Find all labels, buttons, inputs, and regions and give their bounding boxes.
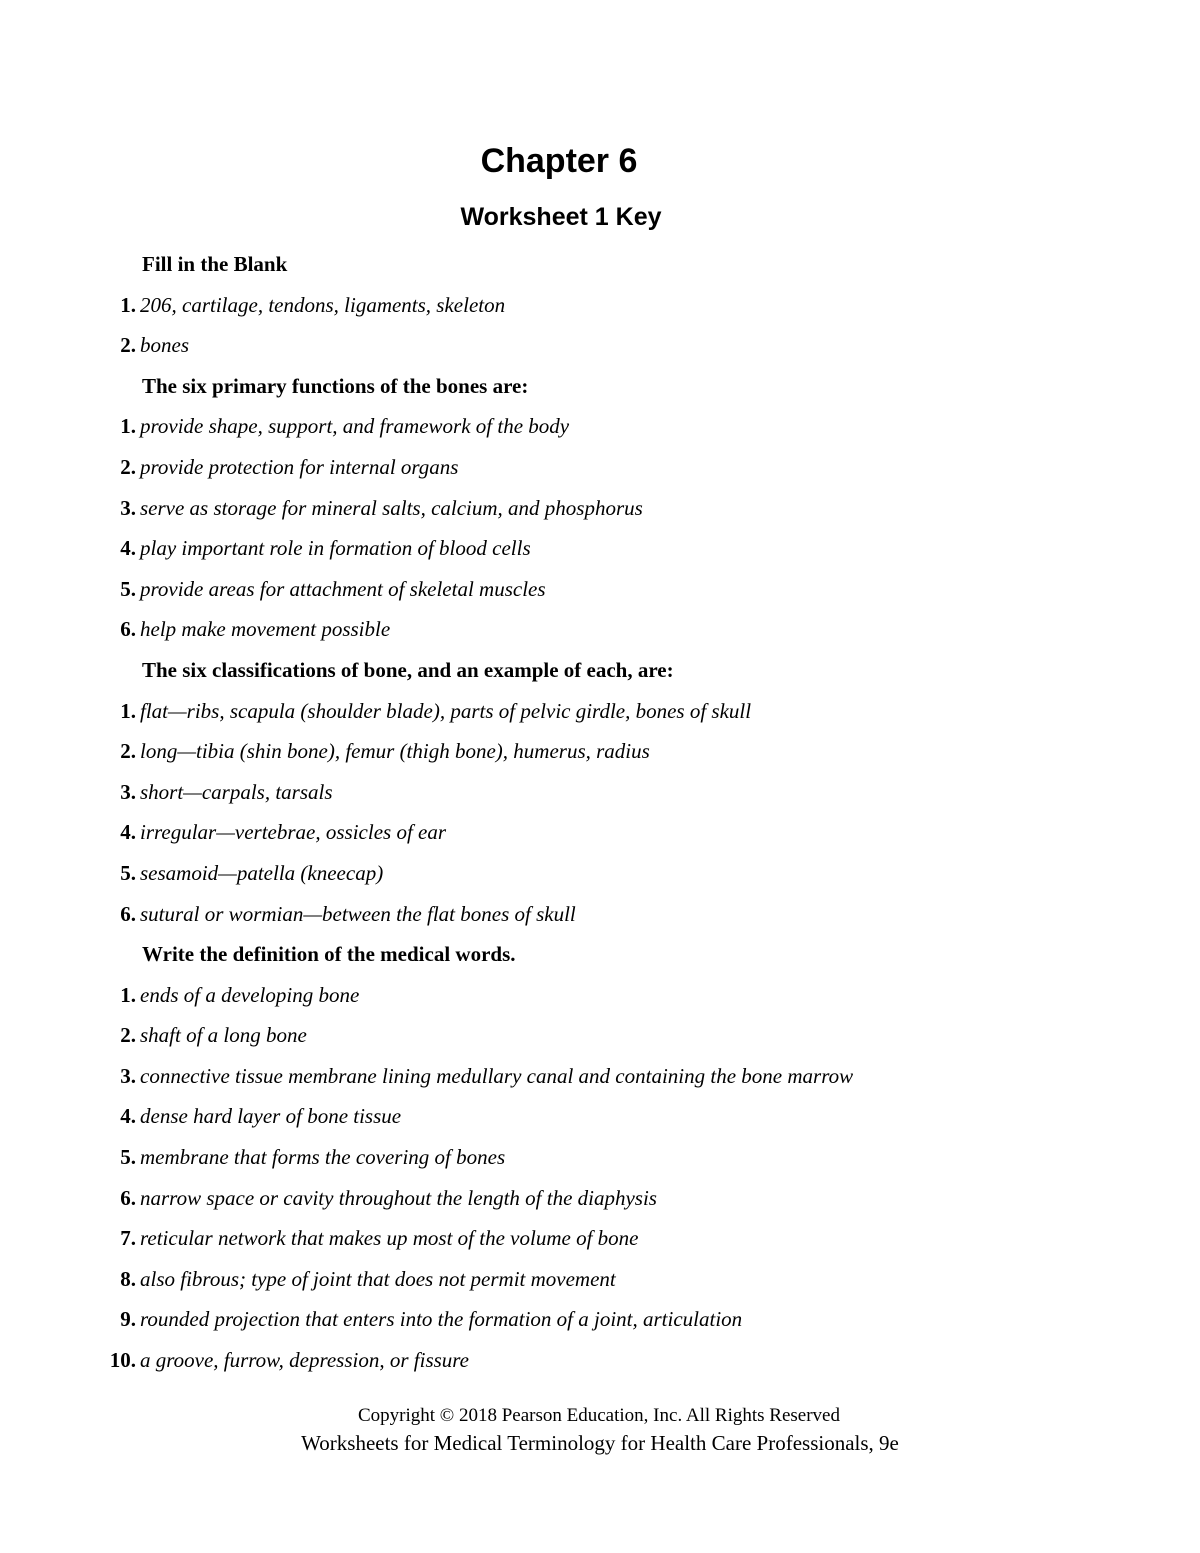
- item-number: 4.: [120, 1104, 136, 1129]
- item-number: 8.: [120, 1266, 136, 1291]
- copyright-notice: Copyright © 2018 Pearson Education, Inc. All Rights Reserved: [358, 1405, 840, 1426]
- item-number: 7.: [120, 1226, 136, 1251]
- item-number: 6.: [120, 617, 136, 642]
- answer-item: [0, 1178, 1200, 1219]
- item-number: 2.: [120, 739, 136, 764]
- item-answer: long—tibia (shin bone), femur (thigh bone), humerus, radius: [140, 739, 650, 764]
- answer-item: [0, 609, 1200, 650]
- item-number: 5.: [120, 860, 136, 885]
- answer-item: [0, 1259, 1200, 1300]
- item-number: 3.: [120, 495, 136, 520]
- section-heading: Fill in the Blank: [142, 252, 288, 276]
- item-number: 10.: [109, 1348, 136, 1373]
- item-answer: sesamoid—patella (kneecap): [140, 860, 384, 885]
- item-answer: membrane that forms the covering of bones: [140, 1145, 506, 1170]
- answer-item: [0, 853, 1200, 894]
- item-answer: rounded projection that enters into the formation of a joint, articulation: [140, 1307, 743, 1332]
- item-answer: irregular—vertebrae, ossicles of ear: [140, 820, 447, 845]
- item-answer: 206, cartilage, tendons, ligaments, skeleton: [140, 292, 506, 317]
- item-number: 5.: [120, 576, 136, 601]
- section-heading: The six classifications of bone, and an example of each, are:: [142, 657, 674, 682]
- page-footer: [0, 1403, 1200, 1457]
- item-answer: serve as storage for mineral salts, calcium, and phosphorus: [140, 495, 643, 520]
- item-answer: help make movement possible: [140, 617, 391, 642]
- answer-item: [0, 772, 1200, 813]
- item-answer: narrow space or cavity throughout the length of the diaphysis: [140, 1185, 657, 1210]
- item-answer: short—carpals, tarsals: [140, 779, 333, 804]
- item-number: 6.: [120, 1185, 136, 1210]
- item-number: 3.: [120, 779, 136, 804]
- item-answer: flat—ribs, scapula (shoulder blade), parts of pelvic girdle, bones of skull: [140, 698, 752, 723]
- item-answer: also fibrous; type of joint that does not permit movement: [140, 1266, 616, 1291]
- item-answer: connective tissue membrane lining medullary canal and containing the bone marrow: [140, 1063, 854, 1088]
- answer-item: [0, 1299, 1200, 1340]
- answer-item: [0, 894, 1200, 935]
- worksheet-title: Worksheet 1 Key: [460, 203, 662, 231]
- item-number: 1.: [120, 292, 136, 317]
- item-answer: play important role in formation of blood cells: [140, 536, 531, 561]
- item-answer: provide protection for internal organs: [140, 454, 459, 479]
- answer-item: [0, 1340, 1200, 1381]
- answer-key-content: [0, 244, 1200, 1381]
- answer-item: [0, 1218, 1200, 1259]
- answer-item: [0, 731, 1200, 772]
- item-number: 2.: [120, 1023, 136, 1048]
- answer-item: [0, 447, 1200, 488]
- item-number: 3.: [120, 1063, 136, 1088]
- section-heading: Write the definition of the medical words.: [142, 942, 516, 967]
- answer-item: [0, 569, 1200, 610]
- item-answer: dense hard layer of bone tissue: [140, 1104, 402, 1129]
- section-heading: The six primary functions of the bones are:: [142, 373, 529, 398]
- answer-item: [0, 406, 1200, 447]
- item-number: 1.: [120, 982, 136, 1007]
- answer-item: [0, 812, 1200, 853]
- item-number: 1.: [120, 414, 136, 439]
- item-answer: provide shape, support, and framework of the body: [140, 414, 570, 439]
- item-number: 2.: [120, 454, 136, 479]
- item-number: 2.: [120, 333, 136, 358]
- item-answer: ends of a developing bone: [140, 982, 360, 1007]
- book-title: Worksheets for Medical Terminology for Health Care Professionals, 9e: [301, 1431, 899, 1455]
- item-answer: sutural or wormian—between the flat bones of skull: [140, 901, 576, 926]
- answer-item: [0, 1096, 1200, 1137]
- item-answer: shaft of a long bone: [140, 1023, 307, 1048]
- item-number: 1.: [120, 698, 136, 723]
- answer-item: [0, 975, 1200, 1016]
- answer-item: [0, 325, 1200, 366]
- answer-item: [0, 285, 1200, 326]
- item-number: 6.: [120, 901, 136, 926]
- answer-item: [0, 1015, 1200, 1056]
- item-number: 4.: [120, 536, 136, 561]
- item-answer: reticular network that makes up most of the volume of bone: [140, 1226, 639, 1251]
- answer-item: [0, 528, 1200, 569]
- chapter-title: Chapter 6: [480, 142, 638, 180]
- answer-item: [0, 1056, 1200, 1097]
- item-number: 5.: [120, 1145, 136, 1170]
- item-number: 4.: [120, 820, 136, 845]
- answer-item: [0, 691, 1200, 732]
- item-answer: provide areas for attachment of skeletal muscles: [140, 576, 546, 601]
- answer-item: [0, 488, 1200, 529]
- item-answer: a groove, furrow, depression, or fissure: [140, 1348, 469, 1373]
- answer-item: [0, 1137, 1200, 1178]
- item-answer: bones: [140, 333, 189, 358]
- item-number: 9.: [120, 1307, 136, 1332]
